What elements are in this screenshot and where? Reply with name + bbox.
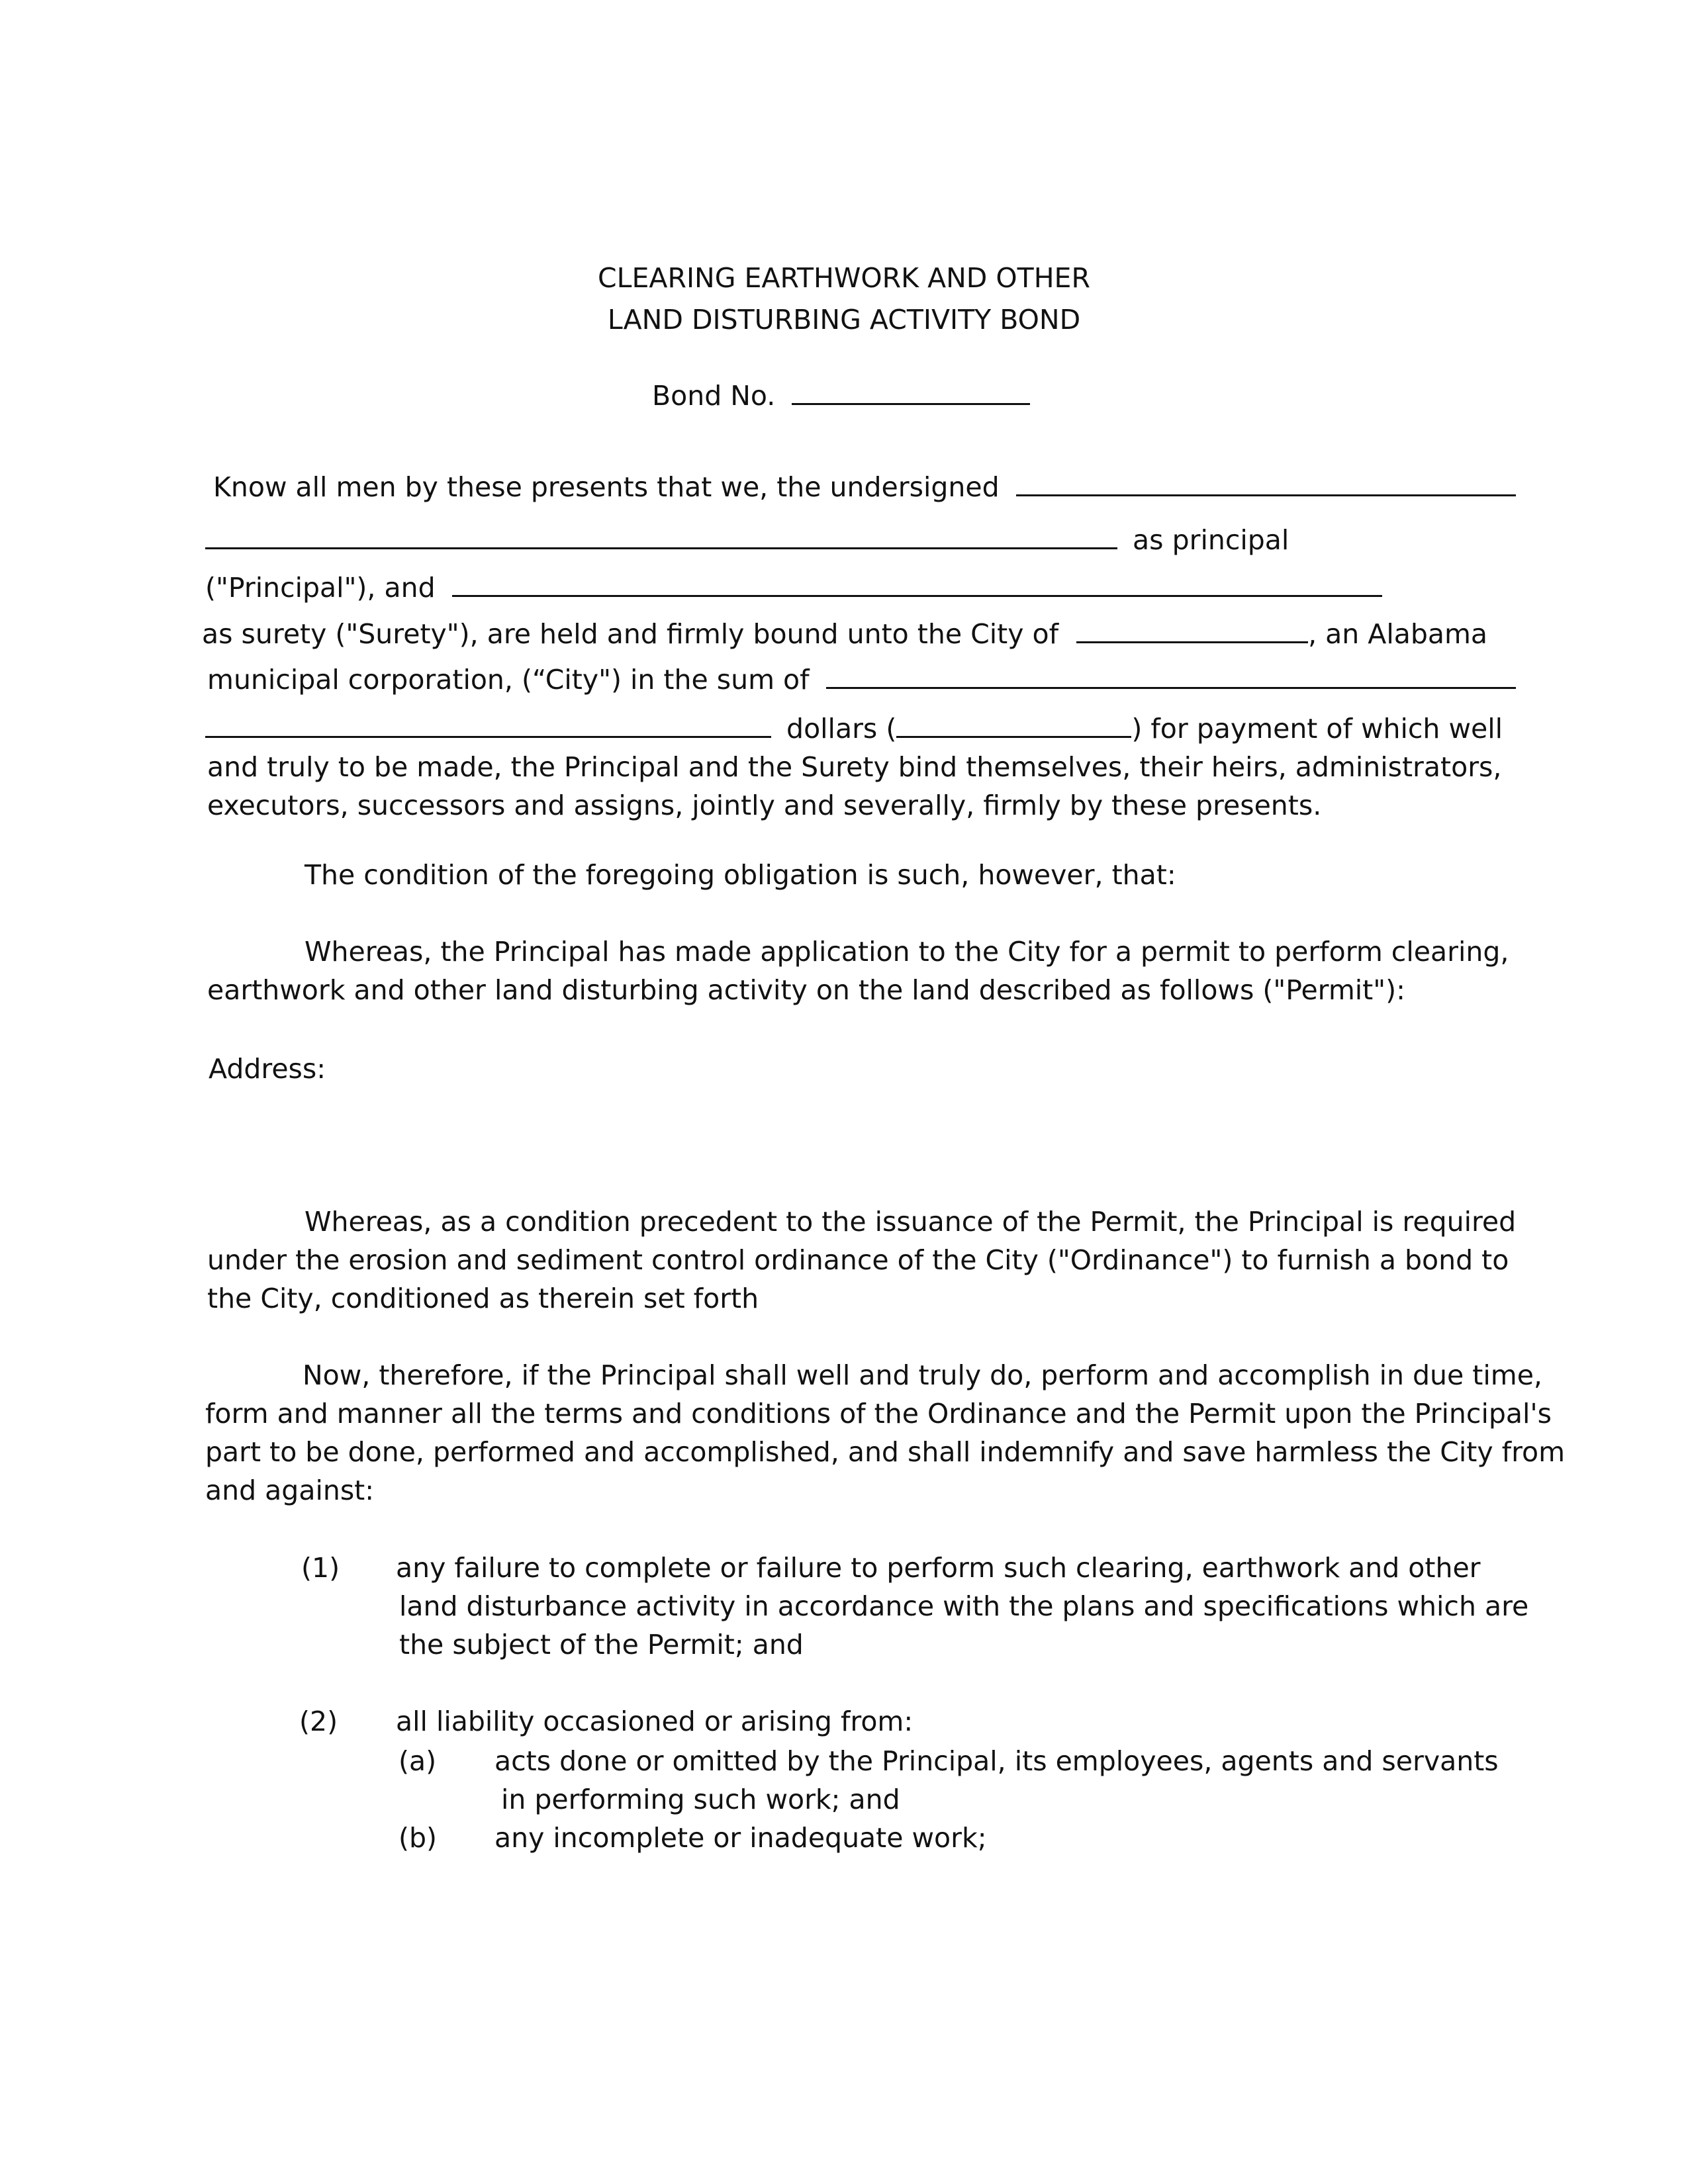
intro-line-6: [205, 715, 1503, 743]
title-line-1: CLEARING EARTHWORK AND OTHER: [598, 262, 1090, 294]
now-line-2: form and manner all the terms and conditions of the Ordinance and the Permit upon the Principal's: [205, 1398, 1552, 1430]
sum-words-field[interactable]: [826, 667, 1516, 689]
whereas1-line-1: Whereas, the Principal has made application to the City for a permit to perform clearing,: [305, 936, 1509, 968]
now-line-1: Now, therefore, if the Principal shall well and truly do, perform and accomplish in due time,: [303, 1359, 1542, 1391]
city-name-field[interactable]: [1076, 621, 1308, 643]
bond-number-label: Bond No.: [652, 380, 776, 412]
item-2a-number: (a): [399, 1745, 437, 1777]
sum-figures-field[interactable]: [896, 716, 1131, 738]
item-1-line-2: land disturbance activity in accordance with the plans and specifications which are: [399, 1590, 1529, 1622]
now-line-3: part to be done, performed and accomplished, and shall indemnify and save harmless the City from: [205, 1436, 1566, 1468]
item-1-line-3: the subject of the Permit; and: [399, 1629, 804, 1661]
intro-text-sum-of: municipal corporation, (“City") in the sum of: [207, 664, 810, 696]
item-2b-line-1: any incomplete or inadequate work;: [494, 1822, 987, 1854]
intro-text-as-principal: as principal: [1133, 524, 1289, 556]
item-2-line-1: all liability occasioned or arising from:: [396, 1706, 914, 1737]
bond-number-field[interactable]: [792, 383, 1030, 405]
intro-line-5: [207, 666, 1516, 694]
now-line-4: and against:: [205, 1475, 375, 1506]
whereas2-line-2: under the erosion and sediment control ordinance of the City ("Ordinance") to furnish a bond to: [207, 1244, 1509, 1276]
condition-line: The condition of the foregoing obligation is such, however, that:: [305, 859, 1176, 891]
intro-line-3: [205, 574, 1382, 602]
principal-name-field[interactable]: [1016, 475, 1516, 496]
item-2a-line-1: acts done or omitted by the Principal, its employees, agents and servants: [494, 1745, 1499, 1777]
intro-text-alabama: , an Alabama: [1308, 618, 1488, 650]
intro-text-payment: ) for payment of which well: [1131, 713, 1503, 745]
whereas1-line-2: earthwork and other land disturbing activity on the land described as follows ("Permit"):: [207, 974, 1405, 1006]
surety-name-field[interactable]: [452, 575, 1382, 597]
intro-line-2: [205, 524, 1289, 556]
intro-text-dollars: dollars (: [786, 713, 897, 745]
bond-number-row: [652, 380, 1030, 412]
intro-line-1: [213, 471, 1516, 503]
sum-words-field-2[interactable]: [205, 716, 771, 738]
item-1-number: (1): [301, 1552, 340, 1584]
intro-text-surety: as surety ("Surety"), are held and firmly bound unto the City of: [202, 618, 1059, 650]
whereas2-line-1: Whereas, as a condition precedent to the issuance of the Permit, the Principal is required: [305, 1206, 1517, 1238]
item-2b-number: (b): [399, 1822, 438, 1854]
item-1-line-1: any failure to complete or failure to perform such clearing, earthwork and other: [396, 1552, 1481, 1584]
principal-name-field-2[interactable]: [205, 527, 1117, 549]
intro-line-4: [202, 618, 1488, 650]
whereas2-line-3: the City, conditioned as therein set forth: [207, 1283, 759, 1314]
item-2a-line-2: in performing such work; and: [501, 1784, 900, 1815]
intro-line-7: and truly to be made, the Principal and the Surety bind themselves, their heirs, administrators,: [207, 751, 1502, 783]
intro-line-8: executors, successors and assigns, jointly and severally, firmly by these presents.: [207, 790, 1322, 821]
item-2-number: (2): [299, 1706, 338, 1737]
intro-text-principal-and: ("Principal"), and: [205, 572, 436, 604]
title-line-2: LAND DISTURBING ACTIVITY BOND: [607, 304, 1081, 336]
intro-text-undersigned: Know all men by these presents that we, the undersigned: [213, 471, 1000, 503]
address-label: Address:: [209, 1053, 326, 1085]
